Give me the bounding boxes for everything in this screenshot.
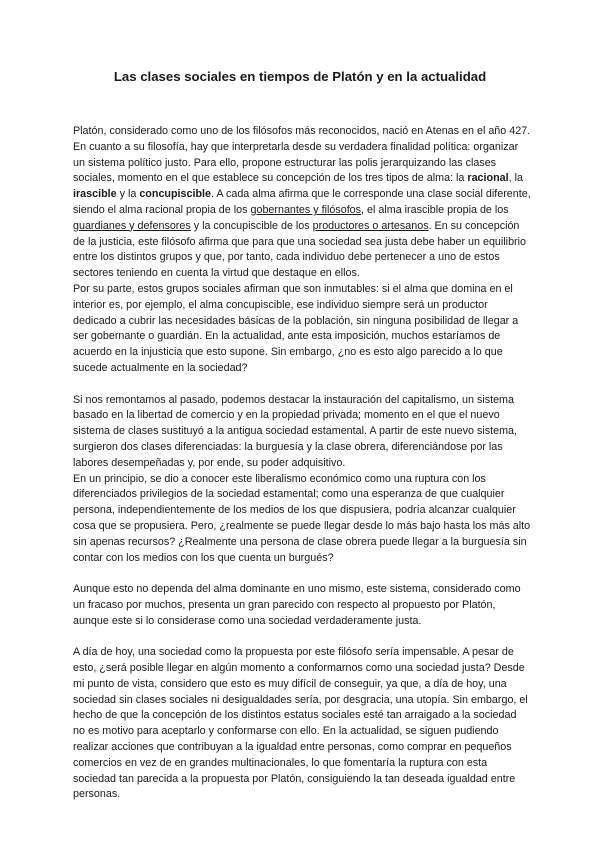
paragraph-3: Si nos remontamos al pasado, podemos destacar la instauración del capitalismo, un sistema basado en la libertad de comercio y en la propiedad privada; momento en el que el nuevo sistema de clases sustituyó a la antigua sociedad estamental. A partir de este nuevo sistema, surgieron dos clases diferenciadas: la burguesía y la clase obrera, diferenciándose por las labores desempeñadas y, por ende, su poder adquisitivo.: [73, 393, 517, 469]
p1-text-5: , el alma irascible propia de los: [361, 203, 509, 216]
document-title: Las clases sociales en tiempos de Platón y en la actualidad: [113, 69, 487, 84]
term-concupiscible: concupiscible: [139, 188, 212, 201]
term-gobernantes: gobernantes y filósofos: [250, 203, 362, 216]
p1-text-7: . En su concepción de la justicia, este filósofo afirma que para que una sociedad sea justa debe haber un equilibrio entre los distintos grupos y que, por tanto, cada individuo debe pertenecer a uno de estos sectores teniendo en cuenta la virtud que destaque en ellos.: [73, 219, 526, 280]
term-guardianes: guardianes y defensores: [73, 219, 191, 232]
term-irascible: irascible: [73, 188, 117, 201]
term-racional: racional: [467, 172, 509, 185]
term-productores: productores o artesanos: [312, 219, 429, 232]
paragraph-6: A día de hoy, una sociedad como la propuesta por este filósofo sería impensable. A pesar de esto, ¿será posible llegar en algún momento a conformarnos como una sociedad justa? Desde mi punto de vista, considero que esto es muy difícil de conseguir, ya que, a día de hoy, una sociedad sin clases sociales ni desigualdades sería, por desgracia, una utopía. Sin embargo, el hecho de que la concepción de los distintos estatus sociales esté tan arraigado a la sociedad no es motivo para aceptarlo y conformarse con ello. En la actualidad, se siguen pudiendo realizar acciones que contribuyan a la igualdad entre personas, como comprar en pequeños comercios en vez de en grandes multinacionales, lo que fomentaría la ruptura con esta sociedad tan parecida a la propuesta por Platón, consiguiendo la tan deseada igualdad entre personas.: [73, 646, 528, 801]
paragraph-1: [73, 124, 531, 282]
paragraph-2: Por su parte, estos grupos sociales afirman que son inmutables: si el alma que domina en el interior es, por ejemplo, el alma concupiscible, ese individuo siempre será un productor dedicado a cubrir las necesidades básicas de la población, sin ninguna posibilidad de llegar a ser gobernante o guardián. En la actualidad, ante esta imposición, muchos estaríamos de acuerdo en la injusticia que esto supone. Sin embargo, ¿no es esto algo parecido a lo que sucede actualmente en la sociedad?: [73, 282, 519, 374]
paragraph-5: Aunque esto no dependa del alma dominante en uno mismo, este sistema, considerado como un fracaso por muchos, presenta un gran parecido con respecto al propuesto por Platón, aunque este si lo considerase como una sociedad verdaderamente justa.: [73, 583, 521, 627]
paragraph-4: En un principio, se dio a conocer este liberalismo económico como una ruptura con los diferenciados privilegios de la sociedad estamental; como una esperanza de que cualquier persona, independientemente de los medios de los que dispusiera, podría alcanzar cualquier cosa que se propusiera. Pero, ¿realmente se puede llegar desde lo más bajo hasta los más alto sin apenas recursos? ¿Realmente una persona de clase obrera puede llegar a la burguesía sin contar con los medios con los que cuenta un burgués?: [73, 472, 531, 564]
p1-text-3: y la: [116, 188, 140, 201]
p1-text-4: . A cada alma afirma que le corresponde una clase social diferente, siendo el alma racional propia de los: [73, 188, 531, 216]
p1-text-6: y la concupiscible de los: [190, 219, 313, 232]
p1-text-1: Platón, considerado como uno de los filósofos más reconocidos, nació en Atenas en el año 427. En cuanto a su filosofía, hay que interpretarla desde su verdadera finalidad política: organizar un sistema político justo. Para ello, propone estructurar las polis jerarquizando las clases sociales, momento en el que establece su concepción de los tres tipos de alma: la: [73, 125, 531, 185]
document-body: [73, 124, 531, 803]
p1-text-2: , la: [508, 172, 523, 185]
